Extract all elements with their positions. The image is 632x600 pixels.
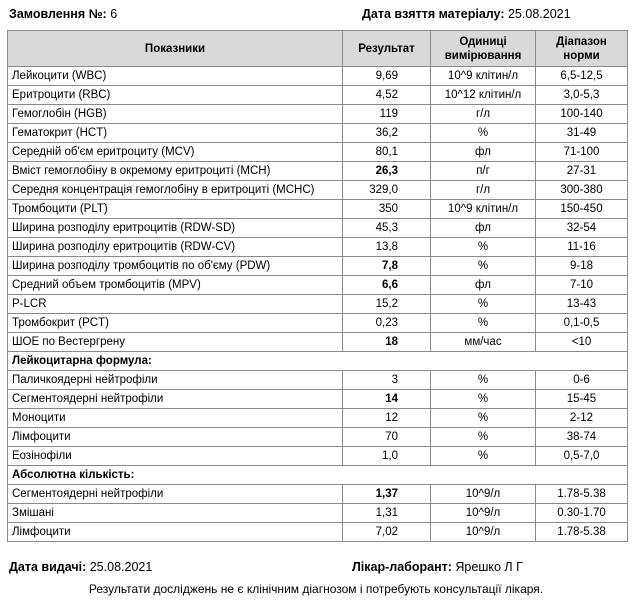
table-row	[8, 447, 628, 466]
unit-cell: %	[431, 257, 536, 276]
table-header-row	[8, 31, 628, 67]
unit-cell: %	[431, 124, 536, 143]
indicator-name-cell: Еритроцити (RBC)	[8, 86, 343, 105]
indicator-name-cell: Лейкоцити (WBC)	[8, 67, 343, 86]
section-row	[8, 466, 628, 485]
table-row	[8, 86, 628, 105]
unit-cell: п/г	[431, 162, 536, 181]
sample-date	[362, 7, 571, 21]
indicator-name-cell: Сегментоядерні нейтрофіли	[8, 390, 343, 409]
table-row	[8, 276, 628, 295]
indicator-name-cell: Лімфоцити	[8, 428, 343, 447]
column-header-result: Результат	[343, 31, 431, 67]
indicator-name-cell: ШОЕ по Вестергрену	[8, 333, 343, 352]
unit-cell: %	[431, 428, 536, 447]
indicator-name-cell: Змішані	[8, 504, 343, 523]
unit-cell: мм/час	[431, 333, 536, 352]
table-row	[8, 162, 628, 181]
result-value-cell: 3	[343, 371, 431, 390]
table-row	[8, 333, 628, 352]
indicator-name-cell: Середній об'єм еритроциту (MCV)	[8, 143, 343, 162]
unit-cell: фл	[431, 143, 536, 162]
table-row	[8, 314, 628, 333]
table-row	[8, 67, 628, 86]
norm-range-cell: 2-12	[536, 409, 628, 428]
norm-range-cell: 6,5-12,5	[536, 67, 628, 86]
result-value-cell: 9,69	[343, 67, 431, 86]
table-row	[8, 238, 628, 257]
unit-cell: %	[431, 390, 536, 409]
results-body	[8, 67, 628, 542]
indicator-name-cell: P-LCR	[8, 295, 343, 314]
order-value: 6	[110, 7, 118, 21]
column-header-unit: Одиниці вимірювання	[431, 31, 536, 67]
table-row	[8, 409, 628, 428]
unit-cell: фл	[431, 219, 536, 238]
indicator-name-cell: Средний объем тромбоцитів (MPV)	[8, 276, 343, 295]
table-row	[8, 105, 628, 124]
unit-cell: 10^9 клітин/л	[431, 200, 536, 219]
table-row	[8, 257, 628, 276]
norm-range-cell: 0-6	[536, 371, 628, 390]
section-row	[8, 352, 628, 371]
order-number	[9, 7, 117, 21]
lab-doctor-label: Лікар-лаборант:	[352, 560, 452, 574]
table-row	[8, 485, 628, 504]
result-value-cell: 329,0	[343, 181, 431, 200]
norm-range-cell: 1.78-5.38	[536, 523, 628, 542]
table-row	[8, 428, 628, 447]
table-row	[8, 390, 628, 409]
issue-date-value: 25.08.2021	[89, 560, 153, 574]
sample-date-value: 25.08.2021	[507, 7, 571, 21]
unit-cell: г/л	[431, 105, 536, 124]
unit-cell: г/л	[431, 181, 536, 200]
result-value-cell: 45,3	[343, 219, 431, 238]
disclaimer: Результати досліджень не є клінічним діагнозом і потребують консультації лікаря.	[88, 582, 544, 596]
indicator-name-cell: Гематокрит (HCT)	[8, 124, 343, 143]
table-row	[8, 219, 628, 238]
norm-range-cell: 13-43	[536, 295, 628, 314]
result-value-cell: 4,52	[343, 86, 431, 105]
indicator-name-cell: Еозінофіли	[8, 447, 343, 466]
result-value-cell: 1,0	[343, 447, 431, 466]
norm-range-cell: 7-10	[536, 276, 628, 295]
norm-range-cell: <10	[536, 333, 628, 352]
unit-cell: фл	[431, 276, 536, 295]
table-row	[8, 371, 628, 390]
result-value-cell: 1,31	[343, 504, 431, 523]
norm-range-cell: 15-45	[536, 390, 628, 409]
table-row	[8, 143, 628, 162]
table-row	[8, 504, 628, 523]
norm-range-cell: 0,5-7,0	[536, 447, 628, 466]
indicator-name-cell: Гемоглобін (HGB)	[8, 105, 343, 124]
section-heading-leukocyte-formula: Лейкоцитарна формула:	[8, 352, 628, 371]
issue-date-label: Дата видачі:	[9, 560, 87, 574]
norm-range-cell: 0.30-1.70	[536, 504, 628, 523]
norm-range-cell: 0,1-0,5	[536, 314, 628, 333]
result-value-cell: 12	[343, 409, 431, 428]
norm-range-cell: 150-450	[536, 200, 628, 219]
unit-cell: 10^9 клітин/л	[431, 67, 536, 86]
unit-cell: %	[431, 371, 536, 390]
column-header-indicator: Показники	[8, 31, 343, 67]
table-row	[8, 124, 628, 143]
indicator-name-cell: Моноцити	[8, 409, 343, 428]
result-value-cell: 15,2	[343, 295, 431, 314]
result-value-cell: 7,8	[343, 257, 431, 276]
column-header-norm: Діапазон норми	[536, 31, 628, 67]
indicator-name-cell: Сегментоядерні нейтрофіли	[8, 485, 343, 504]
indicator-name-cell: Вміст гемоглобіну в окремому еритроциті (MCH)	[8, 162, 343, 181]
indicator-name-cell: Ширина розподілу тромбоцитів по об'єму (PDW)	[8, 257, 343, 276]
result-value-cell: 0,23	[343, 314, 431, 333]
result-value-cell: 6,6	[343, 276, 431, 295]
section-heading-absolute-count: Абсолютна кількість:	[8, 466, 628, 485]
unit-cell: %	[431, 314, 536, 333]
result-value-cell: 350	[343, 200, 431, 219]
result-value-cell: 70	[343, 428, 431, 447]
order-label: Замовлення №:	[9, 7, 107, 21]
table-row	[8, 295, 628, 314]
norm-range-cell: 71-100	[536, 143, 628, 162]
result-value-cell: 80,1	[343, 143, 431, 162]
norm-range-cell: 9-18	[536, 257, 628, 276]
norm-range-cell: 1.78-5.38	[536, 485, 628, 504]
result-value-cell: 18	[343, 333, 431, 352]
table-row	[8, 523, 628, 542]
unit-cell: 10^9/л	[431, 523, 536, 542]
norm-range-cell: 32-54	[536, 219, 628, 238]
norm-range-cell: 300-380	[536, 181, 628, 200]
indicator-name-cell: Лімфоцити	[8, 523, 343, 542]
results-table	[7, 30, 628, 542]
norm-range-cell: 38-74	[536, 428, 628, 447]
table-row	[8, 200, 628, 219]
unit-cell: %	[431, 238, 536, 257]
result-value-cell: 26,3	[343, 162, 431, 181]
result-value-cell: 14	[343, 390, 431, 409]
lab-doctor-value: Ярешко Л Г	[455, 560, 523, 574]
indicator-name-cell: Тромбокрит (PCT)	[8, 314, 343, 333]
result-value-cell: 1,37	[343, 485, 431, 504]
result-value-cell: 36,2	[343, 124, 431, 143]
norm-range-cell: 31-49	[536, 124, 628, 143]
unit-cell: 10^9/л	[431, 485, 536, 504]
norm-range-cell: 11-16	[536, 238, 628, 257]
issue-date	[9, 560, 152, 574]
unit-cell: %	[431, 409, 536, 428]
result-value-cell: 119	[343, 105, 431, 124]
indicator-name-cell: Ширина розподілу еритроцитів (RDW-CV)	[8, 238, 343, 257]
indicator-name-cell: Паличкоядерні нейтрофіли	[8, 371, 343, 390]
sample-date-label: Дата взяття матеріалу:	[362, 7, 505, 21]
indicator-name-cell: Ширина розподілу еритроцитів (RDW-SD)	[8, 219, 343, 238]
unit-cell: 10^9/л	[431, 504, 536, 523]
norm-range-cell: 3,0-5,3	[536, 86, 628, 105]
indicator-name-cell: Тромбоцити (PLT)	[8, 200, 343, 219]
norm-range-cell: 100-140	[536, 105, 628, 124]
result-value-cell: 7,02	[343, 523, 431, 542]
table-row	[8, 181, 628, 200]
unit-cell: %	[431, 295, 536, 314]
unit-cell: %	[431, 447, 536, 466]
norm-range-cell: 27-31	[536, 162, 628, 181]
lab-doctor	[352, 560, 523, 574]
unit-cell: 10^12 клітин/л	[431, 86, 536, 105]
result-value-cell: 13,8	[343, 238, 431, 257]
indicator-name-cell: Середня концентрація гемоглобіну в еритроциті (MCHC)	[8, 181, 343, 200]
